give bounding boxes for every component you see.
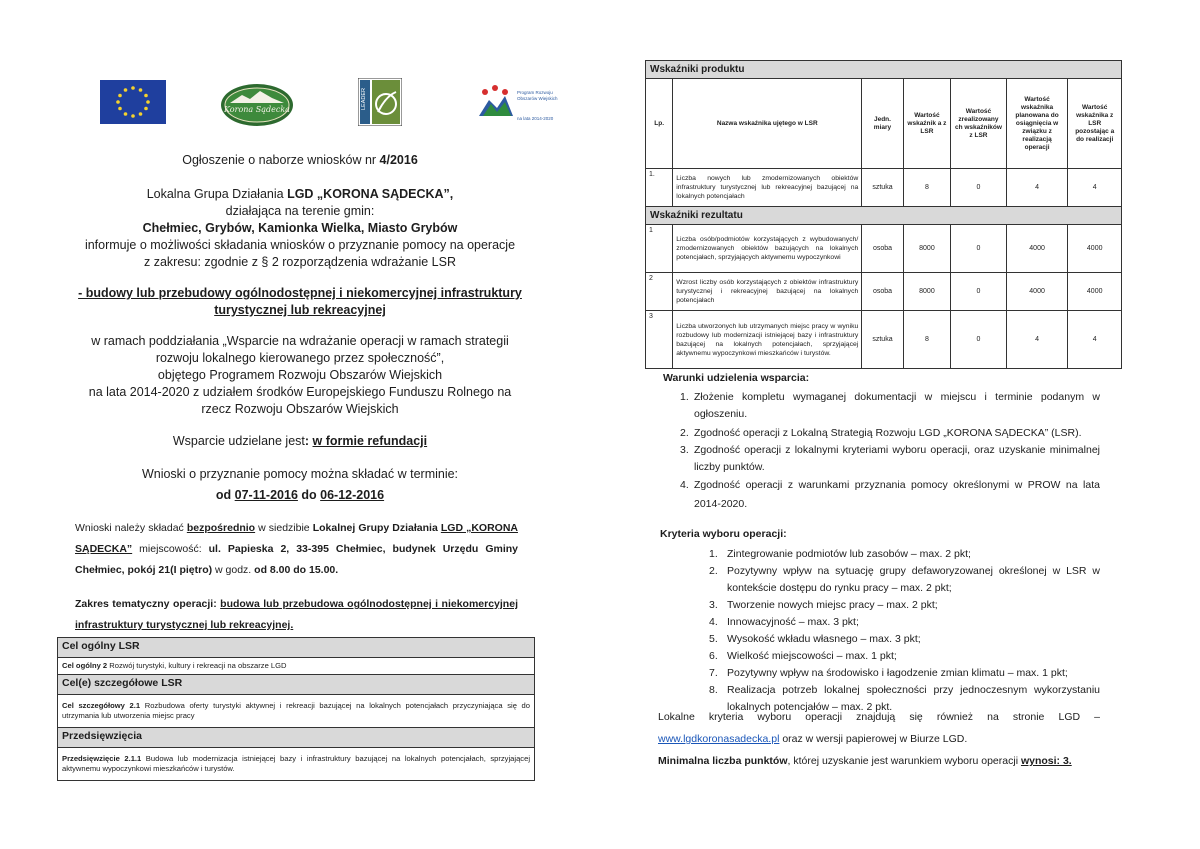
goals-box (57, 637, 535, 781)
criteria-list (709, 546, 1100, 716)
list-item: 8. Realizacja potrzeb lokalnej społeczności przy jednoczesnym wykorzystaniu lokalnych potencjałów – max. 2 pkt. (709, 684, 1100, 713)
col-unit: Jedn. miary (862, 79, 903, 169)
list-item: 3. Zgodność operacji z lokalnymi kryteriami wyboru operacji, oraz uzyskanie minimalnej liczby punktów. (680, 444, 1100, 473)
acting-area: działająca na terenie gmin: (225, 204, 375, 218)
leader-logo (358, 78, 402, 126)
support-form-line: Wsparcie udzielane jest: w formie refundacji (172, 434, 428, 448)
minimum-points: Minimalna liczba punktów, której uzyskanie jest warunkiem wyboru operacji wynosi: 3. (658, 755, 1072, 767)
list-item: 2. Zgodność operacji z Lokalną Strategią Rozwoju LGD „KORONA SĄDECKA” (LSR). (680, 427, 1082, 439)
measure-line-4: na lata 2014-2020 z udziałem środków Europejskiego Funduszu Rolnego na (88, 385, 512, 399)
specific-goal-cell: Cel szczegółowy 2.1 Rozbudowa oferty turystyki aktywnej i rekreacji bazującej na lokalnych potencjałach przyczyniająca się do utrzymania lub utworzenia miejsc pracy (58, 695, 534, 728)
measure-line-3: objętego Programem Rozwoju Obszarów Wiejskich (157, 368, 443, 382)
prow-logo-years: na lata 2014-2020 (517, 116, 554, 121)
website-link[interactable]: www.lgdkoronasadecka.pl (658, 733, 780, 745)
submission-info: Wnioski należy składać bezpośrednio w siedzibie Lokalnej Grupy Działania LGD „KORONA SĄDECKA” miejscowość: ul. Papieska 2, 33-395 Chełmiec, budynek Urzędu Gminy Chełmiec, pokój 21(I piętro) w godz. od 8.00 do 15.00. (75, 522, 518, 576)
conditions-list (680, 389, 1100, 514)
leader-logo-text: LEADER (361, 88, 367, 111)
list-item: 1. Zintegrowanie podmiotów lub zasobów – max. 2 pkt; (709, 548, 971, 560)
general-goal-header: Cel ogólny LSR (58, 638, 534, 658)
list-item: 2. Pozytywny wpływ na sytuację grupy defaworyzowanej określonej w LSR w kontekście dostępu do rynku pracy – max. 2 pkt; (709, 565, 1100, 594)
table-row: 3 Liczba utworzonych lub utrzymanych miejsc pracy w wyniku rozbudowy lub modernizacji istniejącej bazy i infrastruktury bazującej na lokalnych potencjałach, sprzyjającej aktywnemu wypoczynkowi mieszkańców i turystów. sztuka 8 0 4 4 (646, 311, 1122, 369)
conditions-title: Warunki udzielenia wsparcia: (663, 372, 810, 384)
korona-logo-text: Korona Sądecka (224, 105, 290, 114)
eu-flag-logo (100, 80, 166, 124)
announcement-title: Ogłoszenie o naborze wniosków nr 4/2016 (182, 153, 418, 167)
col-realized: Wartość zrealizowany ch wskaźników z LSR (951, 79, 1007, 169)
col-remaining: Wartość wskaźnika z LSR pozostając a do realizacji (1068, 79, 1122, 169)
prow-logo-text: Program Rozwoju Obszarów Wiejskich (517, 90, 558, 101)
measure-line-1: w ramach poddziałania „Wsparcie na wdrażanie operacji w ramach strategii (91, 334, 509, 348)
korona-sadecka-logo (220, 83, 294, 127)
product-section-header: Wskaźniki produktu (646, 61, 1122, 79)
list-item: 5. Wysokość wkładu własnego – max. 3 pkt; (709, 633, 921, 645)
local-criteria-info: Lokalne kryteria wyboru operacji znajdują się również na stronie LGD – (658, 711, 1100, 723)
table-header-row (646, 79, 1122, 169)
col-name: Nazwa wskaźnika ujętego w LSR (673, 79, 862, 169)
result-section-header: Wskaźniki rezultatu (646, 207, 1122, 225)
criteria-title: Kryteria wyboru operacji: (660, 528, 787, 540)
table-row: 2 Wzrost liczby osób korzystających z obiektów infrastruktury turystycznej i rekreacyjnej bazującej na lokalnych potencjałach osoba 8000 0 4000 4000 (646, 273, 1122, 311)
list-item: 7. Pozytywny wpływ na środowisko i łagodzenie zmian klimatu – max. 1 pkt; (709, 667, 1068, 679)
project-cell: Przedsięwzięcie 2.1.1 Budowa lub modernizacja istniejącej bazy i infrastruktury bazującej na lokalnych potencjałach, sprzyjającej aktywnemu wypoczynkowi mieszkańców i turystów. (62, 754, 531, 773)
municipalities: Chełmiec, Grybów, Kamionka Wielka, Miasto Grybów (142, 221, 458, 235)
col-planned: Wartość wskaźnika planowana do osiągnięcia w związku z realizacją operacji (1006, 79, 1068, 169)
measure-line-5: rzecz Rozwoju Obszarów Wiejskich (201, 402, 399, 416)
col-lp: Lp. (646, 79, 673, 169)
prow-logo (475, 82, 565, 124)
general-goal-cell: Cel ogólny 2 Rozwój turystyki, kultury i rekreacji na obszarze LGD (58, 658, 534, 675)
deadline-intro: Wnioski o przyznanie pomocy można składać w terminie: (141, 467, 459, 481)
indicators-table (645, 60, 1122, 369)
list-item: 6. Wielkość miejscowości – max. 1 pkt; (709, 650, 897, 662)
project-header: Przedsięwzięcia (58, 728, 534, 748)
list-item: 3. Tworzenie nowych miejsc pracy – max. 2 pkt; (709, 599, 938, 611)
measure-line-2: rozwoju lokalnego kierowanego przez społeczność”, (155, 351, 445, 365)
lgd-line: Lokalna Grupa Działania LGD „KORONA SĄDECKA”, (146, 187, 454, 201)
scope-line-1: - budowy lub przebudowy ogólnodostępnej i niekomercyjnej infrastruktury (78, 286, 522, 300)
table-row: 1. Liczba nowych lub zmodernizowanych obiektów infrastruktury turystycznej lub rekreacyjnej bazującej na lokalnych potencjałach sztuka 8 0 4 4 (646, 169, 1122, 207)
informs-line-1: informuje o możliwości składania wniosków o przyznanie pomocy na operacje (84, 238, 516, 252)
list-item: 1. Złożenie kompletu wymaganej dokumentacji w miejscu i terminie podanym w ogłoszeniu. (680, 391, 1100, 420)
deadline-dates: od 07-11-2016 do 06-12-2016 (215, 488, 385, 502)
website-line: www.lgdkoronasadecka.pl oraz w wersji papierowej w Biurze LGD. (658, 733, 968, 745)
col-lsr-value: Wartość wskaźnik a z LSR (903, 79, 950, 169)
scope-line-2: turystycznej lub rekreacyjnej (214, 303, 386, 317)
table-row: 1 Liczba osób/podmiotów korzystających z wybudowanych/ zmodernizowanych obiektów bazujących na lokalnych potencjałach, sprzyjających aktywnemu wypoczynkowi osoba 8000 0 4000 4000 (646, 225, 1122, 273)
informs-line-2: z zakresu: zgodnie z § 2 rozporządzenia wdrażanie LSR (144, 255, 456, 269)
list-item: 4. Innowacyjność – max. 3 pkt; (709, 616, 859, 628)
specific-goal-header: Cel(e) szczegółowe LSR (58, 675, 534, 695)
list-item: 4. Zgodność operacji z warunkami przyznania pomocy określonymi w PROW na lata 2014-2020. (680, 479, 1100, 510)
thematic-scope: Zakres tematyczny operacji: budowa lub przebudowa ogólnodostępnej i niekomercyjnej infrastruktury turystycznej lub rekreacyjnej. (75, 598, 518, 631)
